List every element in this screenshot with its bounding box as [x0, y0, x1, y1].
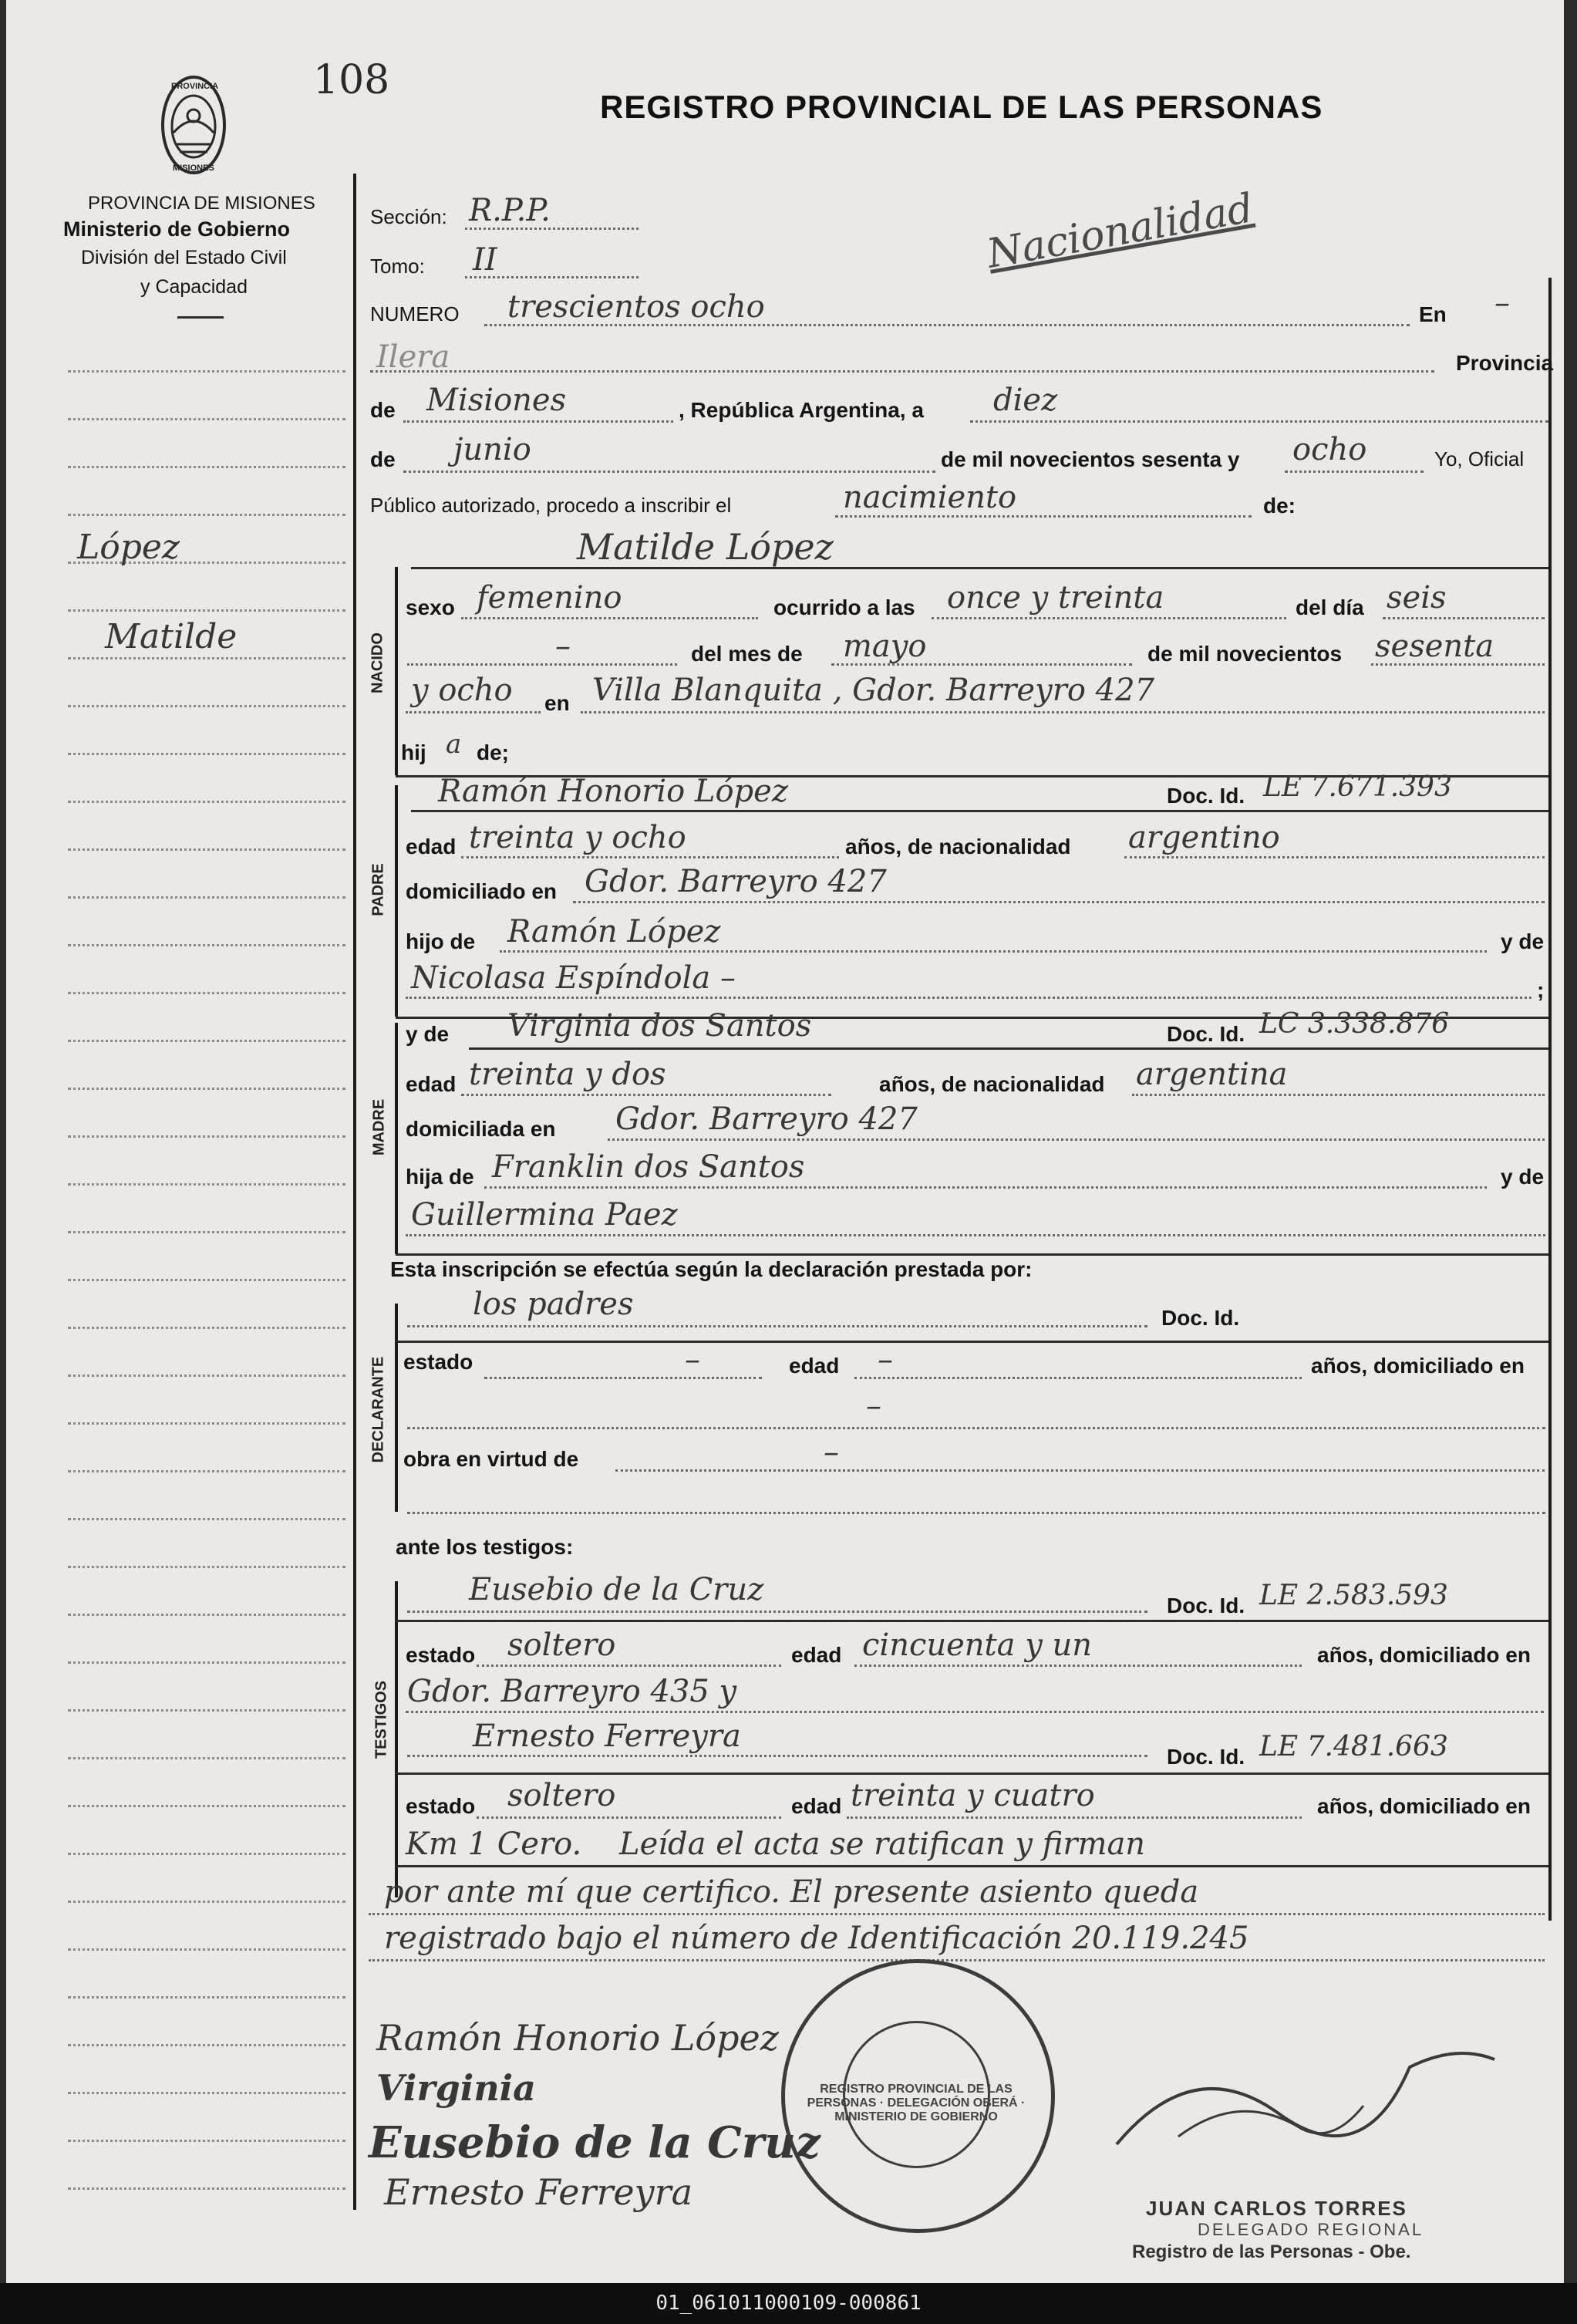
padre-edad-value: treinta y ocho — [469, 820, 686, 855]
act-value: nacimiento — [843, 480, 1017, 515]
testigo1-estado-value: soltero — [507, 1627, 616, 1663]
en-value: – — [1494, 285, 1510, 321]
madre-father-value: Franklin dos Santos — [492, 1149, 805, 1185]
testigo2-doc-label: Doc. Id. — [1167, 1745, 1245, 1769]
padre-yde-label: y de — [1501, 929, 1545, 953]
padre-mother-line — [406, 997, 1532, 999]
sexo-label: sexo — [406, 595, 455, 619]
declarante-dom-label: años, domiciliado en — [1311, 1354, 1525, 1378]
province-name: PROVINCIA DE MISIONES — [88, 193, 315, 214]
madre-dom-line — [608, 1138, 1545, 1141]
declarante-estado-line — [484, 1377, 762, 1379]
madre-bottom-line — [396, 1253, 1548, 1256]
testigo2-doc-value: LE 7.481.663 — [1259, 1731, 1448, 1762]
declarante-edad-line — [854, 1377, 1302, 1379]
padre-father-line — [500, 950, 1487, 953]
margin-ruled-line — [68, 1996, 345, 1999]
ministry-name: Ministerio de Gobierno — [63, 218, 291, 241]
crest-top-text: PROVINCIA — [171, 82, 219, 91]
mes-value: mayo — [843, 629, 927, 664]
margin-ruled-line — [68, 848, 345, 851]
margin-ruled-line — [68, 1327, 345, 1329]
testigo1-name-line — [407, 1611, 1147, 1613]
year-value: ocho — [1292, 432, 1367, 467]
madre-name-line — [469, 1047, 1548, 1050]
margin-ruled-line — [68, 992, 345, 994]
de-colon-label: de: — [1263, 494, 1296, 518]
madre-section-label: MADRE — [370, 1098, 388, 1156]
province-value: Misiones — [426, 383, 567, 418]
margin-ruled-line — [68, 1279, 345, 1281]
testigo1-doc-value: LE 2.583.593 — [1259, 1580, 1448, 1611]
official-signature-scribble-icon — [1101, 2021, 1502, 2160]
dia-line — [1383, 617, 1545, 619]
madre-dom-label: domiciliada en — [406, 1117, 556, 1141]
numero-line — [484, 324, 1410, 326]
anio-value: sesenta — [1375, 629, 1494, 664]
mes-dash: – — [555, 629, 571, 664]
declarante-doc-label: Doc. Id. — [1161, 1306, 1240, 1330]
padre-name: Ramón Honorio López — [438, 774, 788, 809]
margin-ruled-line — [68, 1422, 345, 1425]
testigo1-dom-line — [406, 1711, 1544, 1713]
madre-hija-label: hija de — [406, 1165, 474, 1189]
testigo2-name: Ernesto Ferreyra — [473, 1719, 741, 1754]
city-line — [370, 370, 1434, 373]
madre-yde2-label: y de — [1501, 1165, 1545, 1189]
dia-value: seis — [1387, 580, 1447, 616]
margin-ruled-line — [68, 1805, 345, 1807]
margin-ruled-line — [68, 705, 345, 707]
del-dia-label: del día — [1296, 595, 1364, 619]
inner-border-nacido — [395, 567, 398, 775]
declarante-dom-line — [407, 1427, 1545, 1429]
testigo1-name-underline — [396, 1620, 1548, 1622]
testigo2-name-underline — [396, 1773, 1548, 1775]
testigo2-estado-line — [477, 1816, 781, 1819]
margin-ruled-line — [68, 753, 345, 755]
declarante-obra-line — [615, 1469, 1545, 1472]
margin-ruled-line — [68, 1853, 345, 1855]
madre-edad-value: treinta y dos — [469, 1057, 666, 1092]
declarante-obra-label: obra en virtud de — [403, 1447, 579, 1471]
margin-ruled-line — [68, 1948, 345, 1951]
signature-mother: Virginia — [376, 2067, 536, 2109]
margin-ruled-line — [68, 1183, 345, 1186]
margin-ruled-line — [68, 801, 345, 803]
folio-number: 108 — [313, 57, 390, 103]
numero-value: trescientos ocho — [507, 289, 765, 325]
madre-doc-label: Doc. Id. — [1167, 1022, 1245, 1046]
padre-nac-label: años, de nacionalidad — [845, 835, 1071, 858]
declarante-intro: Esta inscripción se efectúa según la declaración prestada por: — [390, 1257, 1033, 1281]
signature-witness-2: Ernesto Ferreyra — [384, 2171, 693, 2213]
closing-line-2: por ante mí que certifico. El presente asiento queda — [384, 1874, 1199, 1910]
testigo1-dom-value: Gdor. Barreyro 435 y — [407, 1674, 737, 1709]
inner-border-madre — [395, 1023, 398, 1254]
margin-ruled-line — [68, 1231, 345, 1233]
margin-ruled-line — [68, 1040, 345, 1042]
madre-nac-label: años, de nacionalidad — [879, 1072, 1105, 1096]
de-label-2: de — [370, 447, 396, 471]
madre-edad-line — [461, 1094, 831, 1096]
month-line — [403, 471, 935, 473]
seccion-value: R.P.P. — [469, 193, 551, 228]
stamp-text: REGISTRO PROVINCIAL DE LAS PERSONAS · DELEGACIÓN OBERÁ · MINISTERIO DE GOBIERNO — [807, 2083, 1026, 2123]
margin-stamp-nacionalidad: Nacionalidad — [983, 185, 1257, 278]
margin-ruled-line — [68, 1135, 345, 1138]
madre-doc-value: LC 3.338.876 — [1259, 1008, 1450, 1040]
padre-hijo-label: hijo de — [406, 929, 476, 953]
declarante-obra-value: – — [824, 1435, 839, 1470]
provincia-label: Provincia — [1456, 351, 1554, 375]
testigos-intro: ante los testigos: — [396, 1535, 574, 1559]
day-value: diez — [993, 383, 1058, 418]
margin-ruled-line — [68, 1374, 345, 1377]
padre-edad-label: edad — [406, 835, 457, 858]
margin-ruled-line — [68, 944, 345, 946]
madre-nac-line — [1132, 1094, 1545, 1096]
padre-dom-line — [573, 901, 1545, 903]
hora-line — [932, 617, 1286, 619]
capacity-name: y Capacidad — [140, 276, 248, 298]
yo-label: Yo, Oficial — [1434, 447, 1525, 471]
padre-doc-label: Doc. Id. — [1167, 784, 1245, 808]
margin-ruled-line — [68, 2140, 345, 2142]
lugar-line — [581, 711, 1545, 713]
margin-ruled-line — [68, 1088, 345, 1090]
madre-name: Virginia dos Santos — [507, 1008, 812, 1044]
margin-surname: López — [77, 528, 180, 567]
city-value: Ilera — [376, 339, 450, 375]
testigos-section-label: TESTIGOS — [372, 1680, 390, 1759]
inner-border-testigos — [395, 1581, 398, 1897]
testigo2-estado-label: estado — [406, 1794, 476, 1818]
publico-label: Público autorizado, procedo a inscribir el — [370, 494, 732, 517]
mes-line — [831, 663, 1132, 666]
lugar-value: Villa Blanquita , Gdor. Barreyro 427 — [592, 673, 1154, 708]
margin-ruled-line — [68, 1614, 345, 1616]
padre-semicolon: ; — [1537, 978, 1545, 1002]
declarante-edad-label: edad — [789, 1354, 840, 1378]
declarante-name-underline — [396, 1341, 1548, 1343]
hijo-de-label: de; — [477, 740, 509, 764]
hijo-suffix: a — [446, 729, 462, 760]
madre-yde-label: y de — [406, 1022, 450, 1046]
testigo2-dom-label: años, domiciliado en — [1317, 1794, 1531, 1818]
mes-label: del mes de — [691, 642, 803, 666]
testigo1-estado-line — [477, 1665, 781, 1667]
act-line — [835, 515, 1252, 518]
margin-ruled-line — [68, 896, 345, 899]
declarante-dom-value: – — [866, 1388, 881, 1424]
de-label: de — [370, 398, 396, 422]
signature-father: Ramón Honorio López — [376, 2017, 779, 2059]
testigo2-edad-label: edad — [791, 1794, 842, 1818]
republica-label: , República Argentina, a — [679, 398, 924, 422]
hijo-label: hij — [401, 740, 426, 764]
registry-page — [6, 0, 1564, 2283]
padre-doc-value: LE 7.671.393 — [1263, 771, 1452, 803]
declarante-name-line — [407, 1325, 1147, 1327]
sexo-value: femenino — [477, 580, 622, 616]
declarante-name: los padres — [473, 1287, 634, 1322]
province-line — [403, 420, 673, 423]
closing-underline-2 — [369, 1913, 1545, 1915]
declarante-extra-line — [407, 1512, 1545, 1514]
nacido-name-line — [411, 567, 1548, 569]
testigo1-edad-value: cincuenta y un — [862, 1627, 1093, 1663]
margin-ruled-line — [68, 1566, 345, 1568]
crest-bottom-text: MISIONES — [173, 164, 214, 173]
sexo-line — [461, 617, 758, 619]
official-role: DELEGADO REGIONAL — [1198, 2220, 1424, 2239]
testigo1-name: Eusebio de la Cruz — [469, 1572, 764, 1607]
image-id-bar: 01_061011000109-000861 — [0, 2283, 1577, 2324]
nacido-section-label: NACIDO — [369, 632, 386, 693]
inner-border-declarante — [395, 1304, 398, 1512]
testigo2-edad-line — [847, 1816, 1302, 1819]
padre-mother-value: Nicolasa Espíndola – — [411, 960, 736, 996]
main-right-border — [1548, 278, 1552, 1921]
margin-ruled-line — [68, 609, 345, 612]
padre-dom-value: Gdor. Barreyro 427 — [585, 864, 887, 899]
testigo2-name-line — [407, 1755, 1147, 1757]
testigo2-estado-value: soltero — [507, 1778, 616, 1813]
day-line — [970, 420, 1548, 423]
padre-dom-label: domiciliado en — [406, 879, 558, 903]
division-name: División del Estado Civil — [81, 247, 287, 268]
numero-label: NUMERO — [370, 302, 460, 325]
year-line — [1285, 471, 1424, 473]
testigo1-dom-label: años, domiciliado en — [1317, 1643, 1531, 1667]
margin-ruled-line — [68, 370, 345, 373]
margin-ruled-line — [68, 657, 345, 659]
margin-ruled-line — [68, 466, 345, 468]
tomo-label: Tomo: — [370, 255, 425, 278]
mes-pre-line — [407, 663, 677, 666]
margin-ruled-line — [68, 2092, 345, 2094]
header-underline — [177, 316, 224, 319]
madre-mother-line — [406, 1234, 1545, 1236]
madre-father-line — [484, 1186, 1487, 1189]
testigo1-edad-label: edad — [791, 1643, 842, 1667]
year-label: de mil novecientos sesenta y — [941, 447, 1240, 471]
official-office: Registro de las Personas - Obe. — [1132, 2241, 1411, 2262]
closing-line-3: registrado bajo el número de Identificación 20.119.245 — [384, 1921, 1249, 1956]
anio-line — [1371, 663, 1545, 666]
month-value: junio — [453, 432, 531, 467]
seccion-label: Sección: — [370, 205, 447, 228]
inner-border-padre — [395, 785, 398, 1017]
margin-ruled-line — [68, 1518, 345, 1520]
hora-value: once y treinta — [947, 580, 1164, 616]
madre-edad-label: edad — [406, 1072, 457, 1096]
padre-section-label: PADRE — [369, 863, 387, 916]
margin-ruled-line — [68, 1661, 345, 1664]
margin-ruled-line — [68, 418, 345, 420]
padre-father-value: Ramón López — [507, 914, 721, 950]
declarante-edad-value: – — [878, 1342, 893, 1378]
closing-underline-3 — [369, 1959, 1545, 1961]
lugar-en-label: en — [544, 691, 570, 715]
en-label: En — [1419, 302, 1447, 326]
nacido-name: Matilde López — [577, 526, 834, 568]
margin-ruled-line — [68, 1709, 345, 1712]
declarante-section-label: DECLARANTE — [369, 1356, 387, 1463]
anio-label: de mil novecientos — [1147, 642, 1343, 666]
signature-witness-1: Eusebio de la Cruz — [369, 2117, 821, 2168]
padre-name-line — [411, 810, 1548, 812]
document-title: REGISTRO PROVINCIAL DE LAS PERSONAS — [600, 89, 1323, 125]
ocurrido-label: ocurrido a las — [773, 595, 915, 619]
testigo1-edad-line — [854, 1665, 1302, 1667]
declarante-estado-value: – — [685, 1342, 700, 1378]
closing-line-1: Leída el acta se ratifican y firman — [619, 1826, 1146, 1862]
anio-cont-value: y ocho — [411, 673, 513, 708]
margin-ruled-line — [68, 1470, 345, 1472]
testigo1-estado-label: estado — [406, 1643, 476, 1667]
testigo1-doc-label: Doc. Id. — [1167, 1594, 1245, 1617]
tomo-line — [465, 276, 639, 278]
padre-edad-line — [461, 856, 839, 858]
madre-nac-value: argentina — [1136, 1057, 1288, 1092]
closing-underline-1 — [396, 1865, 1548, 1867]
padre-nac-line — [1124, 856, 1545, 858]
main-left-border — [353, 174, 356, 2210]
margin-given-name: Matilde — [105, 617, 238, 656]
declarante-estado-label: estado — [403, 1350, 473, 1374]
margin-ruled-line — [68, 1757, 345, 1759]
seccion-line — [465, 228, 639, 230]
anio-cont-line — [406, 711, 541, 713]
testigo2-edad-value: treinta y cuatro — [851, 1778, 1095, 1813]
madre-mother-value: Guillermina Paez — [411, 1197, 678, 1233]
margin-ruled-line — [68, 1901, 345, 1903]
testigo2-dom-value: Km 1 Cero. — [406, 1826, 582, 1862]
tomo-value: II — [473, 242, 497, 278]
madre-dom-value: Gdor. Barreyro 427 — [615, 1101, 918, 1137]
official-name: JUAN CARLOS TORRES — [1146, 2197, 1407, 2220]
margin-ruled-line — [68, 2044, 345, 2046]
margin-ruled-line — [68, 514, 345, 516]
padre-nac-value: argentino — [1128, 820, 1280, 855]
margin-ruled-line — [68, 2187, 345, 2190]
